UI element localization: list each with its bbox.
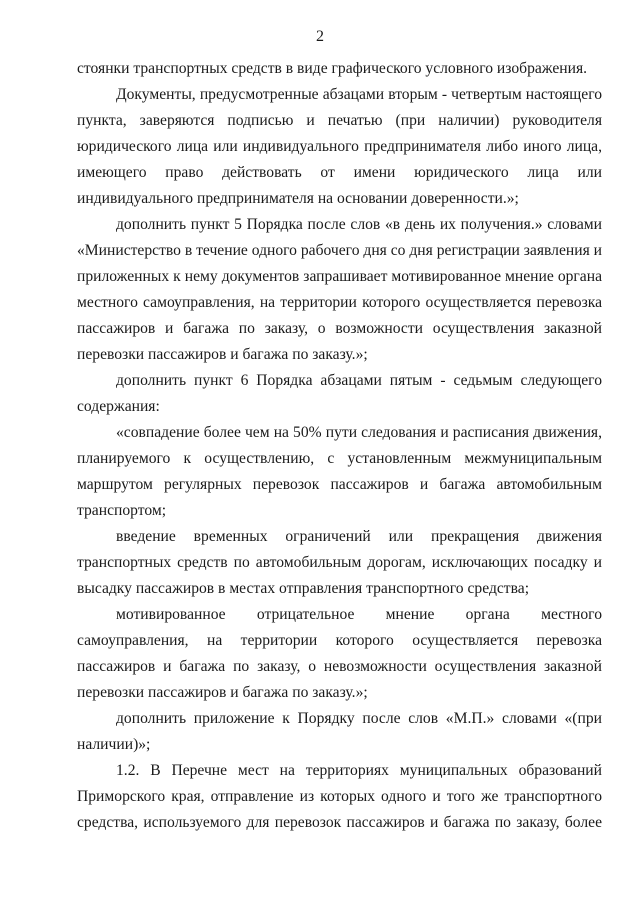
paragraph: введение временных ограничений или прекращения движения транспортных средств по автомобильным дорогам, исключающих посадку и высадку пассажиров в местах отправления транспортного средства; [77, 528, 602, 597]
page-number: 2 [316, 28, 324, 45]
paragraph: дополнить пункт 6 Порядка абзацами пятым - седьмым следующего содержания: [77, 372, 602, 415]
paragraph: дополнить пункт 5 Порядка после слов «в день их получения.» словами «Министерство в течение одного рабочего дня со дня регистрации заявления и приложенных к нему документов запрашивает мотивированное мнение органа местного самоуправления, на территории которого осуществляется перевозка пассажиров и багажа по заказу, о возможности осуществления заказной перевозки пассажиров и багажа по заказу.»; [77, 216, 602, 363]
paragraph: Документы, предусмотренные абзацами вторым - четвертым настоящего пункта, заверяются подписью и печатью (при наличии) руководителя юридического лица или индивидуального предпринимателя либо иного лица, имеющего право действовать от имени юридического лица или индивидуального предпринимателя на основании доверенности.»; [77, 86, 602, 207]
paragraph: стоянки транспортных средств в виде графического условного изображения. [77, 60, 588, 77]
paragraph: мотивированное отрицательное мнение органа местного самоуправления, на территории которого осуществляется перевозка пассажиров и багажа по заказу, о невозможности осуществления заказной перевозки пассажиров и багажа по заказу.»; [77, 606, 602, 701]
paragraph: «совпадение более чем на 50% пути следования и расписания движения, планируемого к осуществлению, с установленным межмуниципальным маршрутом регулярных перевозок пассажиров и багажа автомобильным транспортом; [77, 424, 602, 519]
document-body [77, 56, 602, 836]
paragraph: 1.2. В Перечне мест на территориях муниципальных образований Приморского края, отправление из которых одного и того же транспортного средства, используемого для перевозок пассажиров и багажа по заказу, более [77, 762, 602, 831]
paragraph: дополнить приложение к Порядку после слов «М.П.» словами «(при наличии)»; [77, 710, 602, 753]
